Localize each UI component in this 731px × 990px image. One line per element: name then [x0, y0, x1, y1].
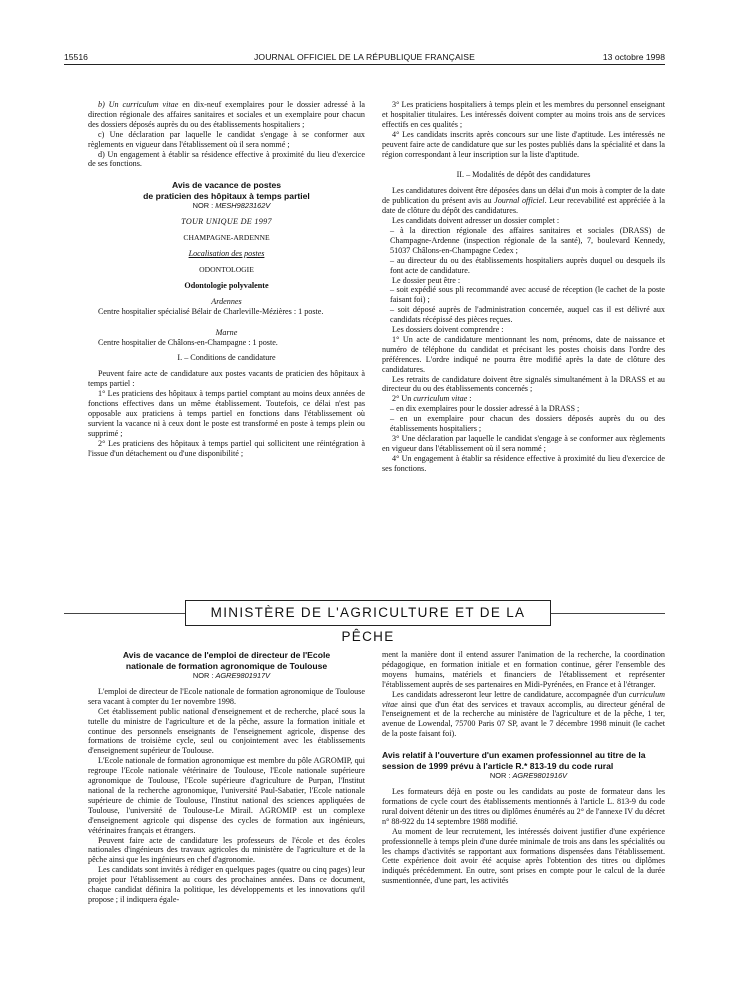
issue-date: 13 octobre 1998 [602, 52, 665, 62]
comprendre-intro: Les dossiers doivent comprendre : [392, 325, 504, 335]
paragraph: Peuvent faire acte de candidature les professeurs de l'école et des écoles nationales d'ingénieurs des travaux agricoles du ministère de l'agriculture et de la pêche ainsi que les ingénieurs en chef d'agronomie. [88, 835, 365, 865]
piece-4: 4° Un engagement à établir sa résidence effective à proximité du lieu d'exercice de ses fonctions. [382, 453, 665, 473]
specialite-label: ODONTOLOGIE [199, 264, 254, 274]
nor-reference: NOR : MESH9823162V [192, 201, 271, 211]
item-c: c) Une déclaration par laquelle le candidat s'engage à se conformer aux règlements en vigueur dans l'établissement où il sera nommé ; [88, 129, 365, 149]
paragraph: ment la manière dont il entend assurer l'animation de la recherche, la coordination pédagogique, en formation initiale et en formation continue, gérer l'ensemble des moyens humains, matériels et financiers de l'établissement et représenter l'établissement auprès de ses partenaires en Midi-Pyrénées, en France et à l'étranger. [382, 650, 665, 689]
column-3 [88, 650, 365, 905]
list-item: – au directeur du ou des établissements hospitaliers auprès duquel ou desquels ils font acte de candidature. [390, 255, 665, 275]
list-item: – à la direction régionale des affaires sanitaires et sociales (DRASS) de Champagne-Ardenne (inspection régionale de la santé), 7, boulevard Kennedy, 51037 Châlons-en-Champagne Cedex ; [390, 225, 665, 255]
section-2-heading: II. – Modalités de dépôt des candidatures [456, 170, 591, 180]
journal-title: JOURNAL OFFICIEL DE LA RÉPUBLIQUE FRANÇAISE [254, 52, 475, 62]
adresser-intro: Les candidats doivent adresser un dossier complet : [392, 216, 560, 226]
list-item: – en un exemplaire pour chacun des dossiers déposés auprès du ou des établissements hospitaliers ; [390, 414, 665, 434]
paragraph: Au moment de leur recrutement, les intéressés doivent justifier d'une expérience professionnelle à temps plein d'une durée minimale de trois ans dans les spécialités ou les champs d'activités se rapportant aux formations dispensées dans l'établissement. Cette expérience doit avoir été acquise après l'obtention des titres ou diplômes indiqués précédemment. En outre, sont prises en compte pour le calcul de la durée susmentionnée, d'une part, les activités [382, 826, 665, 886]
depot-paragraph: Les candidatures doivent être déposées dans un délai d'un mois à compter de la date de publication du présent avis au Journal officiel. Leur recevabilité est appréciée à la date de clôture du dépôt des candidatures. [382, 186, 665, 216]
region-label: CHAMPAGNE-ARDENNE [183, 233, 270, 243]
department-1: Ardennes [211, 296, 242, 306]
item-d: d) Un engagement à établir sa résidence effective à proximité du lieu d'exercice de ses fonctions. [88, 149, 365, 169]
avis-title-line-2: de praticien des hôpitaux à temps partiel [143, 190, 310, 201]
retraits-paragraph: Les retraits de candidature doivent être signalés simultanément à la DRASS et au directeur du ou des établissements concernés ; [382, 374, 665, 394]
paragraph: Les candidats sont invités à rédiger en quelques pages (quatre ou cinq pages) leur projet pour l'établissement au cours des prochaines années. Dans ce document, chaque candidat définira la politique, les développements et les innovations qu'il propose ; il indiquera égale- [88, 865, 365, 904]
condition-2: 2° Les praticiens des hôpitaux à temps partiel qui sollicitent une réintégration à l'issue d'un détachement ou d'une disponibilité ; [88, 438, 365, 458]
condition-1: 1° Les praticiens des hôpitaux à temps partiel comptant au moins deux années de fonctions effectives dans un même établissement. Toutefois, ce délai n'est pas opposable aux praticiens à temps partiel en fonctions dans l'établissement où survient la vacance ni à ceux dont le poste est transformé en poste à temps plein ou supprimé ; [88, 389, 365, 438]
header-rule [64, 64, 665, 65]
paragraph: Cet établissement public national d'enseignement et de recherche, placé sous la tutelle du ministre de l'agriculture et de la pêche, assure la formation initiale et continue des personnels enseignants de l'enseignement agricole, dispense des formations de troisième cycle, seul ou conjointement avec les établissements d'enseignement supérieur de Toulouse. [88, 706, 365, 756]
paragraph: Les candidats adresseront leur lettre de candidature, accompagnée d'un curriculum vitae ainsi que d'un état des services et travaux accomplis, au directeur général de l'enseignement et de la recherche au ministère de l'agriculture et de la pêche, 1 ter, avenue de Lowendal, 75700 Paris 07 SP, avant le 7 décembre 1998 minuit (le cachet de la poste faisant foi). [382, 689, 665, 739]
nor-reference: NOR : AGRE9801916V [489, 771, 568, 781]
ministry-banner: MINISTÈRE DE L'AGRICULTURE ET DE LA PÊCHE [185, 600, 551, 626]
centre-1: Centre hospitalier spécialisé Bélair de Charleville-Mézières : 1 poste. [98, 306, 324, 316]
condition-4: 4° Les candidats inscrits après concours sur une liste d'aptitude. Les intéressés ne peuvent faire acte de candidature que sur les postes publiés dans la spécialité et dans la région correspondant à leur inscription sur la liste d'aptitude. [382, 129, 665, 159]
avis-title-line-1: Avis de vacance de postes [171, 180, 282, 191]
paragraph: L'emploi de directeur de l'Ecole nationale de formation agronomique de Toulouse sera vacant à compter du 1er novembre 1998. [88, 686, 365, 706]
paragraph: Les formateurs déjà en poste ou les candidats au poste de formateur dans les formations de cycle court des établissements mentionnés à l'article L. 813-9 du code rural doivent détenir un des titres ou diplômes énumérés au 2° de l'annexe IV du décret n° 88-922 du 14 septembre 1988 modifié. [382, 787, 665, 826]
page-number: 15516 [64, 52, 88, 62]
sous-specialite: Odontologie polyvalente [184, 280, 269, 290]
nor-reference: NOR : AGRE9801917V [192, 671, 271, 680]
column-1 [88, 100, 365, 458]
list-item: – soit déposé auprès de l'administration concernée, auquel cas il est délivré aux candidats récépissé des pièces reçues. [390, 305, 665, 325]
conditions-intro: Peuvent faire acte de candidature aux postes vacants de praticien des hôpitaux à temps partiel : [88, 369, 365, 389]
list-item: – soit expédié sous pli recommandé avec accusé de réception (le cachet de la poste faisant foi) ; [390, 285, 665, 305]
avis-directeur-title: Avis de vacance de l'emploi de directeur de l'Ecole nationale de formation agronomique de Toulouse [122, 650, 331, 671]
piece-2: 2° Un curriculum vitae : [392, 394, 472, 404]
centre-2: Centre hospitalier de Châlons-en-Champagne : 1 poste. [98, 337, 278, 347]
piece-3: 3° Une déclaration par laquelle le candidat s'engage à se conformer aux règlements en vigueur dans l'établissement où il sera nommé ; [382, 434, 665, 453]
localisation-label: Localisation des postes [188, 249, 265, 259]
department-2: Marne [215, 327, 238, 337]
condition-3: 3° Les praticiens hospitaliers à temps plein et les membres du personnel enseignant et hospitalier titulaires. Les intéressés doivent compter au moins trois ans de services effectifs en ces qualités ; [382, 100, 665, 129]
item-b: b) Un curriculum vitae en dix-neuf exemplaires pour le dossier adressé à la direction régionale des affaires sanitaires et sociales et un exemplaire pour chacun des dossiers déposés auprès du ou des établissements hospitaliers ; [88, 100, 365, 129]
section-1-heading: I. – Conditions de candidature [177, 353, 276, 363]
piece-1: 1° Un acte de candidature mentionnant les nom, prénoms, date de naissance et numéro de téléphone du candidat et précisant les postes choisis dans l'ordre des préférences. L'ordre indiqué ne pourra être modifié après la date de clôture des candidatures. [382, 334, 665, 374]
tour-label: TOUR UNIQUE DE 1997 [181, 217, 272, 227]
paragraph: L'Ecole nationale de formation agronomique est membre du pôle AGROMIP, qui regroupe l'Ecole nationale vétérinaire de Toulouse, l'Ecole nationale supérieure agronomique de Toulouse, l'Ecole supérieure d'agriculture de Purpan, l'Institut national de la recherche agronomique, l'université Paul-Sabatier, l'Ecole nationale supérieure de chimie de Toulouse, l'Institut national des sciences appliquées de Toulouse, l'université de Toulouse-Le Mirail. AGROMIP est un complexe d'enseignement agricole qui dispense des cycles de formation aux ingénieurs, vétérinaires français et étrangers. [88, 756, 365, 835]
peut-etre-intro: Le dossier peut être : [392, 275, 461, 285]
column-4 [382, 650, 665, 886]
avis-examen-title: Avis relatif à l'ouverture d'un examen professionnel au titre de la session de 1999 prévu à l'article R.* 813-19 du code rural [382, 750, 646, 771]
column-2 [382, 100, 665, 474]
list-item: – en dix exemplaires pour le dossier adressé à la DRASS ; [390, 404, 580, 414]
